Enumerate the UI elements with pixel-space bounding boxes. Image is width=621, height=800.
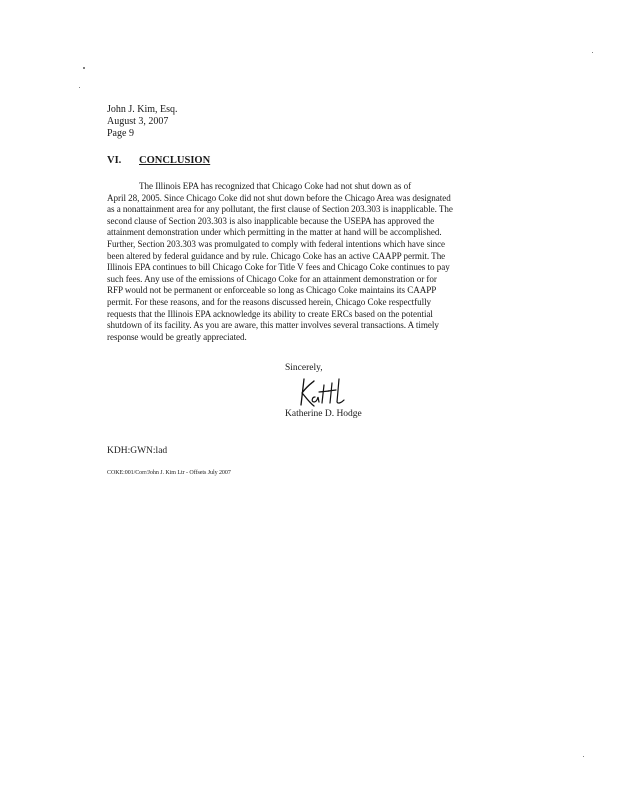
- scan-speck: [83, 67, 85, 69]
- recipient-name: John J. Kim, Esq.: [107, 104, 178, 115]
- paragraph-line: Illinois EPA continues to bill Chicago Coke for Title V fees and Chicago Coke continues to pay: [107, 262, 450, 273]
- paragraph-line: shutdown of its facility. As you are aware, this matter involves several transactions. A timely: [107, 320, 439, 331]
- closing-salutation: Sincerely,: [285, 363, 323, 373]
- file-reference: COKE:001/Corr/John J. Kim Ltr - Offsets July 2007: [107, 470, 231, 476]
- paragraph-line: as a nonattainment area for any pollutant, the first clause of Section 203.303 is inapplicable. The: [107, 204, 453, 215]
- conclusion-paragraph: [107, 181, 509, 343]
- paragraph-line: been altered by federal guidance and by rule. Chicago Coke has an active CAAPP permit. The: [107, 250, 446, 261]
- paragraph-line: permit. For these reasons, and for the reasons discussed herein, Chicago Coke respectfully: [107, 296, 432, 307]
- paragraph-line: April 28, 2005. Since Chicago Coke did not shut down before the Chicago Area was designated: [107, 192, 451, 203]
- letter-header: [107, 104, 178, 140]
- signer-name: Katherine D. Hodge: [285, 409, 362, 419]
- scan-speck: [79, 87, 80, 88]
- handwritten-signature: [298, 375, 348, 409]
- paragraph-line: requests that the Illinois EPA acknowledge its ability to create ERCs based on the potential: [107, 308, 433, 319]
- typist-initials: KDH:GWN:lad: [107, 446, 168, 456]
- section-title: CONCLUSION: [139, 155, 211, 166]
- paragraph-line: second clause of Section 203.303 is also inapplicable because the USEPA has approved the: [107, 215, 435, 226]
- paragraph-line: attainment demonstration under which permitting in the matter at hand will be accomplished.: [107, 227, 442, 238]
- paragraph-line: RFP would not be permanent or enforceable so long as Chicago Coke maintains its CAAPP: [107, 285, 437, 296]
- letter-date: August 3, 2007: [107, 116, 169, 127]
- scan-speck: [592, 52, 593, 53]
- paragraph-line: The Illinois EPA has recognized that Chicago Coke had not shut down as of: [139, 181, 412, 191]
- paragraph-line: such fees. Any use of the emissions of Chicago Coke for an attainment demonstration or for: [107, 273, 437, 284]
- section-number: VI.: [107, 155, 122, 166]
- scan-speck: [583, 756, 584, 757]
- section-heading: [107, 155, 210, 166]
- page-number: Page 9: [107, 128, 134, 139]
- paragraph-line: response would be greatly appreciated.: [107, 331, 247, 342]
- paragraph-line: Further, Section 203.303 was promulgated to comply with federal intentions which have since: [107, 238, 446, 249]
